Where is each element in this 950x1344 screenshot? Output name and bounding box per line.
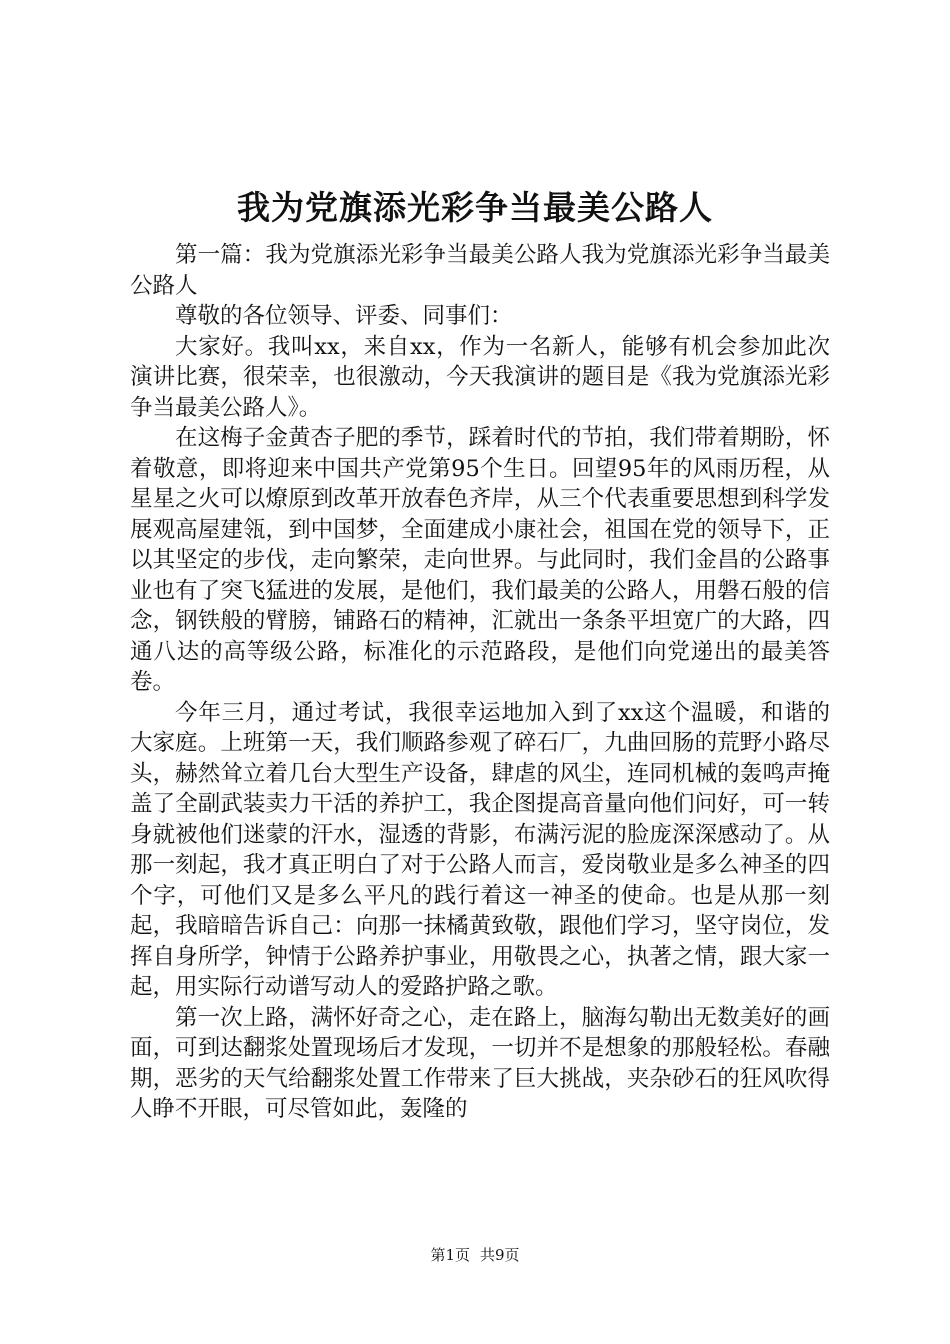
document-title: 我为党旗添光彩争当最美公路人 (237, 188, 713, 227)
page-number: 第1页 (430, 1246, 470, 1264)
paragraph-1: 第一篇：我为党旗添光彩争当最美公路人我为党旗添光彩争当最美公路人 (130, 242, 830, 299)
paragraph-6: 第一次上路，满怀好奇之心，走在路上，脑海勾勒出无数美好的画面，可到达翻浆处置现场后才发现，一切并不是想象的那般轻松。春融期，恶劣的天气给翻浆处置工作带来了巨大挑战，夹杂砂石的狂风吹得人睁不开眼，可尽管如此，轰隆的 (130, 1004, 830, 1122)
page-footer (0, 1244, 950, 1266)
paragraph-4: 在这梅子金黄杏子肥的季节，踩着时代的节拍，我们带着期盼，怀着敬意，即将迎来中国共产党第95个生日。回望95年的风雨历程，从星星之火可以燎原到改革开放春色齐岸，从三个代表重要思想到科学发展观高屋建瓴，到中国梦，全面建成小康社会，祖国在党的领导下，正以其坚定的步伐，走向繁荣，走向世界。与此同时，我们金昌的公路事业也有了突飞猛进的发展，是他们，我们最美的公路人，用磐石般的信念，钢铁般的臂膀，铺路石的精神，汇就出一条条平坦宽广的大路，四通八达的高等级公路，标准化的示范路段，是他们向党递出的最美答卷。 (130, 425, 830, 695)
paragraph-2: 尊敬的各位领导、评委、同事们： (175, 303, 513, 329)
paragraph-3: 大家好。我叫xx，来自xx，作为一名新人，能够有机会参加此次演讲比赛，很荣幸，也很激动，今天我演讲的题目是《我为党旗添光彩争当最美公路人》。 (130, 333, 830, 421)
page-total: 共9页 (480, 1246, 520, 1264)
document-body (130, 240, 830, 1125)
paragraph-5: 今年三月，通过考试，我很幸运地加入到了xx这个温暖，和谐的大家庭。上班第一天，我们顺路参观了碎石厂，九曲回肠的荒野小路尽头，赫然耸立着几台大型生产设备，肆虐的风尘，连同机械的轰鸣声掩盖了全副武装卖力干活的养护工，我企图提高音量向他们问好，可一转身就被他们迷蒙的汗水，湿透的背影，布满污泥的脸庞深深感动了。从那一刻起，我才真正明白了对于公路人而言，爱岗敬业是多么神圣的四个字，可他们又是多么平凡的践行着这一神圣的使命。也是从那一刻起，我暗暗告诉自己：向那一抹橘黄致敬，跟他们学习，坚守岗位，发挥自身所学，钟情于公路养护事业，用敬畏之心，执著之情，跟大家一起，用实际行动谱写动人的爱路护路之歌。 (130, 699, 830, 1000)
